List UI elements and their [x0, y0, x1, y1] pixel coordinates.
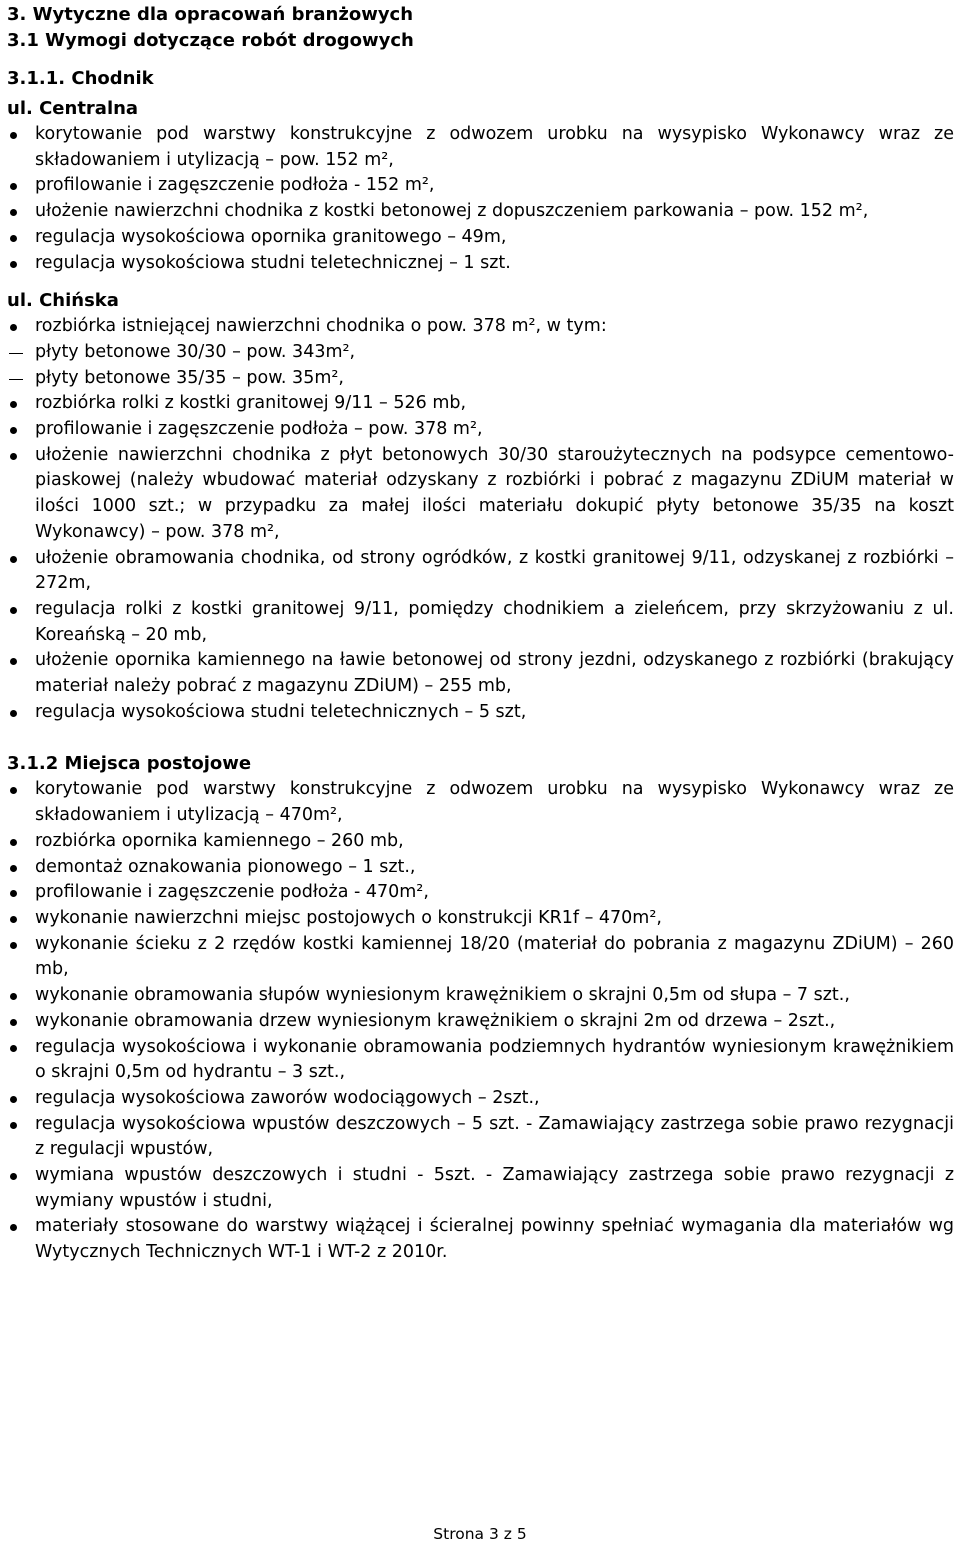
list-item: profilowanie i zagęszczenie podłoża – pow. 378 m²,: [7, 417, 954, 443]
list-item: rozbiórka opornika kamiennego – 260 mb,: [7, 829, 954, 855]
sub-list-item: płyty betonowe 30/30 – pow. 343m²,: [7, 340, 954, 366]
parking-list: [7, 777, 954, 1265]
chapter-title: 3. Wytyczne dla opracowań branżowych: [7, 4, 414, 25]
list-item: wykonanie obramowania słupów wyniesionym krawężnikiem o skrajni 0,5m od słupa – 7 szt.,: [7, 983, 954, 1009]
list-item: korytowanie pod warstwy konstrukcyjne z odwozem urobku na wysypisko Wykonawcy wraz ze składowaniem i utylizacją – 470m²,: [7, 777, 954, 828]
list-item: [7, 314, 954, 391]
list-item-text: rozbiórka istniejącej nawierzchni chodnika o pow. 378 m², w tym:: [35, 316, 607, 337]
list-item: profilowanie i zagęszczenie podłoża - 152 m²,: [7, 173, 954, 199]
list-item: rozbiórka rolki z kostki granitowej 9/11 – 526 mb,: [7, 391, 954, 417]
list-item: regulacja wysokościowa wpustów deszczowych – 5 szt. - Zamawiający zastrzega sobie prawo rezygnacji z regulacji wpustów,: [7, 1112, 954, 1163]
list-item: ułożenie nawierzchni chodnika z kostki betonowej z dopuszczeniem parkowania – pow. 152 m²,: [7, 199, 954, 225]
list-item: regulacja wysokościowa opornika granitowego – 49m,: [7, 225, 954, 251]
page-number: Strona 3 z 5: [433, 1525, 527, 1543]
list-item: profilowanie i zagęszczenie podłoża - 470m²,: [7, 880, 954, 906]
parking-section-title: 3.1.2 Miejsca postojowe: [7, 753, 252, 775]
list-item: materiały stosowane do warstwy wiążącej i ścieralnej powinny spełniać wymagania dla materiałów wg Wytycznych Technicznych WT-1 i WT-2 z 2010r.: [7, 1214, 954, 1265]
list-item: ułożenie opornika kamiennego na ławie betonowej od strony jezdni, odzyskanego z rozbiórki (brakujący materiał należy pobrać z magazynu ZDiUM) – 255 mb,: [7, 648, 954, 699]
list-item: wykonanie ścieku z 2 rzędów kostki kamiennej 18/20 (materiał do pobrania z magazynu ZDiUM) – 260 mb,: [7, 932, 954, 983]
street-heading-chinska: ul. Chińska: [7, 290, 119, 312]
subsection-title: 3.1.1. Chodnik: [7, 68, 154, 89]
sub-list: [7, 340, 954, 391]
list-item: regulacja rolki z kostki granitowej 9/11, pomiędzy chodnikiem a zieleńcem, przy skrzyżowaniu z ul. Koreańską – 20 mb,: [7, 597, 954, 648]
list-item: korytowanie pod warstwy konstrukcyjne z odwozem urobku na wysypisko Wykonawcy wraz ze składowaniem i utylizacją – pow. 152 m²,: [7, 122, 954, 173]
sub-list-item: płyty betonowe 35/35 – pow. 35m²,: [7, 366, 954, 392]
section-title: 3.1 Wymogi dotyczące robót drogowych: [7, 30, 414, 51]
list-item: ułożenie obramowania chodnika, od strony ogródków, z kostki granitowej 9/11, odzyskanej z rozbiórki – 272m,: [7, 546, 954, 597]
chinska-list: [7, 314, 954, 725]
list-item: demontaż oznakowania pionowego – 1 szt.,: [7, 855, 954, 881]
list-item: ułożenie nawierzchni chodnika z płyt betonowych 30/30 starоużytecznych na podsypce cementowo-piaskowej (należy wbudować materiał odzyskany z rozbiórki i pobrać z magazynu ZDiUM materiał w ilości 1000 szt.; w przypadku za małej ilości materiału dokupić płyty betonowe 35/35 na koszt Wykonawcy) – pow. 378 m²,: [7, 443, 954, 546]
list-item: regulacja wysokościowa studni teletechnicznych – 5 szt,: [7, 700, 954, 726]
centralna-list: [7, 122, 954, 276]
list-item: wykonanie obramowania drzew wyniesionym krawężnikiem o skrajni 2m od drzewa – 2szt.,: [7, 1009, 954, 1035]
list-item: regulacja wysokościowa i wykonanie obramowania podziemnych hydrantów wyniesionym krawężnikiem o skrajni 0,5m od hydrantu – 3 szt.,: [7, 1035, 954, 1086]
street-heading-centralna: ul. Centralna: [7, 98, 139, 119]
list-item: wymiana wpustów deszczowych i studni - 5szt. - Zamawiający zastrzega sobie prawo rezygnacji z wymiany wpustów i studni,: [7, 1163, 954, 1214]
list-item: regulacja wysokościowa zaworów wodociągowych – 2szt.,: [7, 1086, 954, 1112]
list-item: regulacja wysokościowa studni teletechnicznej – 1 szt.: [7, 251, 954, 277]
list-item: wykonanie nawierzchni miejsc postojowych o konstrukcji KR1f – 470m²,: [7, 906, 954, 932]
